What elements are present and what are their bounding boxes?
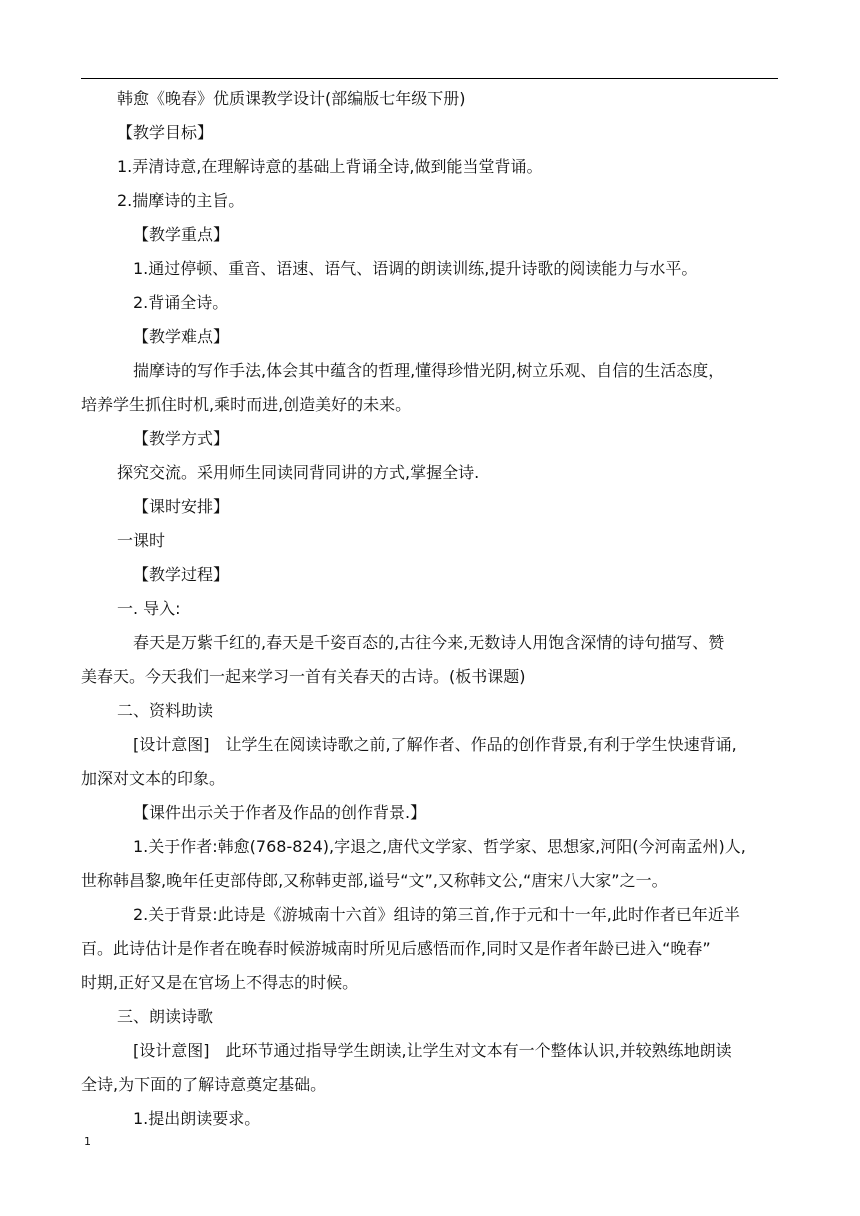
heading-teaching-process: 【教学过程】 [133, 565, 230, 584]
heading-key-points: 【教学重点】 [133, 225, 230, 244]
goal-item: 1.弄清诗意,在理解诗意的基础上背诵全诗,做到能当堂背诵。 [117, 157, 543, 176]
section-heading: 二、资料助读 [117, 701, 214, 720]
paragraph-line: 加深对文本的印象。 [81, 769, 226, 788]
header-rule [81, 78, 778, 79]
paragraph-line: 探究交流。采用师生同读同背同讲的方式,掌握全诗. [117, 463, 480, 482]
heading-teaching-method: 【教学方式】 [133, 429, 230, 448]
paragraph-line: 全诗,为下面的了解诗意奠定基础。 [81, 1075, 327, 1094]
page-number: 1 [84, 1135, 91, 1148]
paragraph-line: 时期,正好又是在官场上不得志的时候。 [81, 973, 359, 992]
heading-difficulties: 【教学难点】 [133, 327, 230, 346]
document-title: 韩愈《晚春》优质课教学设计(部编版七年级下册) [117, 89, 466, 108]
paragraph-line: 【课件出示关于作者及作品的创作背景.】 [133, 803, 427, 822]
goal-item: 2.揣摩诗的主旨。 [117, 191, 245, 210]
paragraph-line: 2.关于背景:此诗是《游城南十六首》组诗的第三首,作于元和十一年,此时作者已年近半 [133, 905, 740, 924]
key-point-item: 2.背诵全诗。 [133, 293, 229, 312]
paragraph-line: [设计意图] 让学生在阅读诗歌之前,了解作者、作品的创作背景,有利于学生快速背诵, [133, 735, 737, 754]
section-heading: 一. 导入: [117, 599, 181, 618]
key-point-item: 1.通过停顿、重音、语速、语气、语调的朗读训练,提升诗歌的阅读能力与水平。 [133, 259, 698, 278]
paragraph-line: [设计意图] 此环节通过指导学生朗读,让学生对文本有一个整体认识,并较熟练地朗读 [133, 1041, 732, 1060]
paragraph-line: 1.关于作者:韩愈(768-824),字退之,唐代文学家、哲学家、思想家,河阳(今河南孟州)人, [133, 837, 746, 856]
paragraph-line: 百。此诗估计是作者在晚春时候游城南时所见后感悟而作,同时又是作者年龄已进入“晚春” [81, 939, 711, 958]
heading-teaching-goals: 【教学目标】 [117, 123, 214, 142]
paragraph-line: 1.提出朗读要求。 [133, 1109, 261, 1128]
paragraph-line: 培养学生抓住时机,乘时而进,创造美好的未来。 [81, 395, 412, 414]
paragraph-line: 一课时 [117, 531, 166, 550]
heading-schedule: 【课时安排】 [133, 497, 230, 516]
section-heading: 三、朗读诗歌 [117, 1007, 214, 1026]
paragraph-line: 美春天。今天我们一起来学习一首有关春天的古诗。(板书课题) [81, 667, 526, 686]
paragraph-line: 春天是万紫千红的,春天是千姿百态的,古往今来,无数诗人用饱含深情的诗句描写、赞 [133, 633, 725, 652]
paragraph-line: 世称韩昌黎,晚年任吏部侍郎,又称韩吏部,谥号“文”,又称韩文公,“唐宋八大家”之一。 [81, 871, 668, 890]
paragraph-line: 揣摩诗的写作手法,体会其中蕴含的哲理,懂得珍惜光阴,树立乐观、自信的生活态度， [133, 361, 725, 380]
